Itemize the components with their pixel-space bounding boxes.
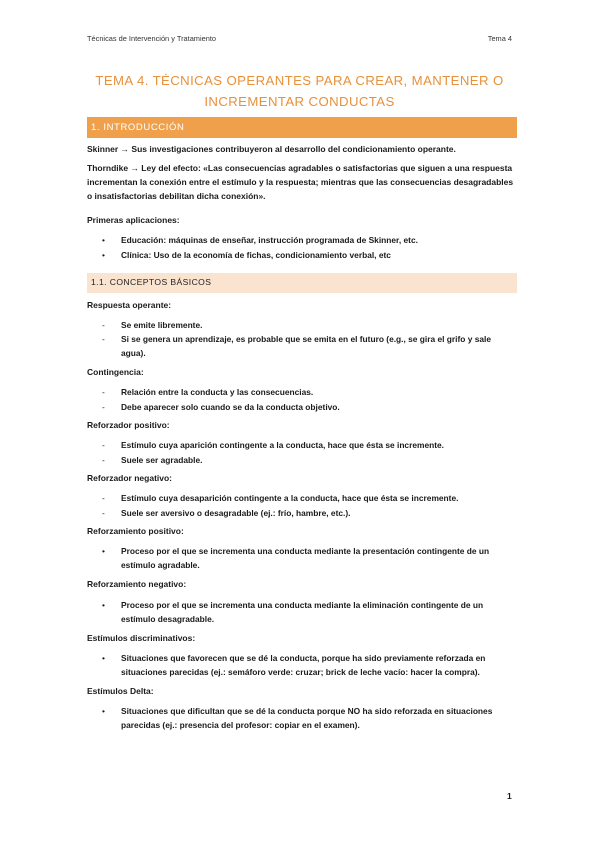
- list-item-line: Si se genera un aprendizaje, es probable que se emita en el futuro (e.g., se gira el grifo y sale: [121, 334, 492, 344]
- list-item-line: situaciones parecidas (ej.: semáforo verde: cruzar; brick de leche vacío: hacer la compra).: [121, 667, 480, 677]
- bullet-marker: •: [102, 235, 105, 245]
- dash-marker: -: [102, 493, 105, 503]
- list-item-line: estímulo desagradable.: [121, 614, 215, 624]
- term-reforzador-negativo: Reforzador negativo:: [87, 473, 173, 483]
- skinner-text: Skinner → Sus investigaciones contribuyeron al desarrollo del condicionamiento operante.: [87, 144, 456, 154]
- term-estimulos-discriminativos: Estímulos discriminativos:: [87, 633, 196, 643]
- list-item: Debe aparecer solo cuando se da la conducta objetivo.: [121, 402, 340, 412]
- term-reforzador-positivo: Reforzador positivo:: [87, 420, 170, 430]
- page-header: [87, 34, 512, 43]
- header-course: Técnicas de Intervención y Tratamiento: [87, 34, 216, 43]
- list-item-line: parecidas (ej.: presencia del profesor: copiar en el examen).: [121, 720, 360, 730]
- term-reforzamiento-positivo: Reforzamiento positivo:: [87, 526, 184, 536]
- dash-marker: -: [102, 320, 105, 330]
- title-line-1: TEMA 4. TÉCNICAS OPERANTES PARA CREAR, MANTENER O: [95, 73, 504, 88]
- list-item: Estímulo cuya aparición contingente a la conducta, hace que ésta se incremente.: [121, 440, 445, 450]
- list-item: [121, 544, 513, 572]
- list-item-clinica: Clínica: Uso de la economía de fichas, condicionamiento verbal, etc: [121, 250, 391, 260]
- section-heading-introduccion: 1. INTRODUCCIÓN: [87, 117, 517, 138]
- list-item: Suele ser aversivo o desagradable (ej.: frío, hambre, etc.).: [121, 508, 351, 518]
- thorndike-line-3: o insatisfactorias debilitan dicha conexión».: [87, 191, 266, 201]
- dash-marker: -: [102, 334, 105, 344]
- section-heading-conceptos-basicos: 1.1. CONCEPTOS BÁSICOS: [87, 273, 517, 293]
- dash-marker: -: [102, 387, 105, 397]
- primeras-aplicaciones-label: Primeras aplicaciones:: [87, 215, 180, 225]
- title-line-2: INCREMENTAR CONDUCTAS: [204, 94, 395, 109]
- term-reforzamiento-negativo: Reforzamiento negativo:: [87, 579, 187, 589]
- list-item-line: Situaciones que favorecen que se dé la conducta, porque ha sido previamente reforzada en: [121, 653, 486, 663]
- page-number: 1: [507, 791, 512, 801]
- thorndike-line-2: incrementan la conexión entre el estímulo y la respuesta; mientras que las consecuencias desagradables: [87, 177, 514, 187]
- bullet-marker: •: [102, 600, 105, 610]
- dash-marker: -: [102, 440, 105, 450]
- list-item: Se emite libremente.: [121, 320, 203, 330]
- list-item: [121, 704, 513, 732]
- list-item: Estímulo cuya desaparición contingente a la conducta, hace que ésta se incremente.: [121, 493, 459, 503]
- list-item: [121, 332, 513, 360]
- dash-marker: -: [102, 508, 105, 518]
- header-topic: Tema 4: [487, 34, 512, 43]
- list-item: [121, 598, 513, 626]
- term-contingencia: Contingencia:: [87, 367, 144, 377]
- bullet-marker: •: [102, 653, 105, 663]
- bullet-marker: •: [102, 250, 105, 260]
- dash-marker: -: [102, 402, 105, 412]
- dash-marker: -: [102, 455, 105, 465]
- list-item: Suele ser agradable.: [121, 455, 203, 465]
- list-item: Relación entre la conducta y las consecuencias.: [121, 387, 314, 397]
- thorndike-line-1: Thorndike → Ley del efecto: «Las consecuencias agradables o satisfactorias que siguen a una respuesta: [87, 163, 513, 173]
- thorndike-paragraph: [87, 161, 515, 203]
- term-respuesta-operante: Respuesta operante:: [87, 300, 172, 310]
- bullet-marker: •: [102, 706, 105, 716]
- list-item-line: estímulo agradable.: [121, 560, 200, 570]
- list-item: [121, 651, 513, 679]
- list-item-line: Situaciones que dificultan que se dé la conducta porque NO ha sido reforzada en situaciones: [121, 706, 493, 716]
- bullet-marker: •: [102, 546, 105, 556]
- list-item-line: Proceso por el que se incrementa una conducta mediante la presentación contingente de un: [121, 546, 490, 556]
- term-estimulos-delta: Estímulos Delta:: [87, 686, 154, 696]
- list-item-line: Proceso por el que se incrementa una conducta mediante la eliminación contingente de un: [121, 600, 484, 610]
- list-item-educacion: Educación: máquinas de enseñar, instrucción programada de Skinner, etc.: [121, 235, 418, 245]
- page-title: [87, 70, 512, 112]
- list-item-line: agua).: [121, 348, 146, 358]
